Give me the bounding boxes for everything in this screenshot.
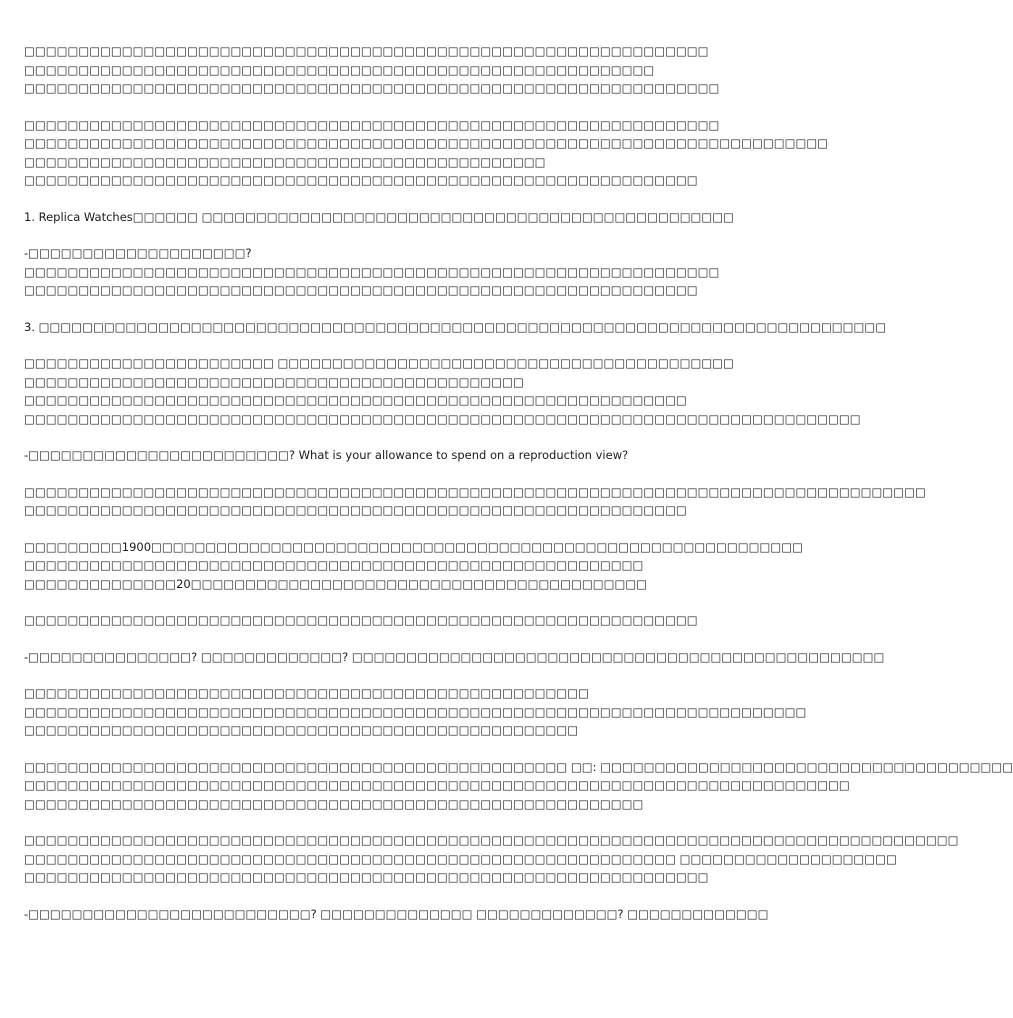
- paragraph-6: [24, 354, 861, 428]
- paragraph-7-question: [24, 446, 700, 465]
- text-line: 1. Replica Watches□□□□□□ □□□□□□□□□□□□□□□□□□□□□□□□□□□□□□□□□□□□□□□□□□□□□□□□□: [24, 209, 735, 224]
- text-line: □□□□□□□□□□□□□□□□□□□□□□□□□□□□□□□□□□□□□□□□□□□□□□□□□□□: [24, 723, 579, 737]
- paragraph-1: [24, 42, 720, 98]
- text-line: □□□□□□□□□□□□□□□□□□□□□□□□□□□□□□□□□□□□□□□□□□□□□□□□□□□□□□□□□□□□□□□□: [24, 117, 720, 132]
- text-line: □□□□□□□□□□□□□□□□□□□□□□□□□□□□□□□□□□□□□□□□□□□□□□□□□□□□□□□□□□□□□□□□□□□□□□□□□□: [24, 136, 829, 150]
- paragraph-5-heading: [24, 318, 887, 337]
- text-line: □□□□□□□□□□□□□□□□□□□□□□□□□□□□□□□□□□□□□□□□□□□□□□□□□□□□□□□□□□□□□□□: [24, 870, 709, 884]
- text-line: -□□□□□□□□□□□□□□□□□□□□□□□□□□? □□□□□□□□□□□□□□ □□□□□□□□□□□□□? □□□□□□□□□□□□□: [24, 906, 769, 921]
- paragraph-15-question: [24, 905, 769, 924]
- text-line: □□□□□□□□□□□□□□□□□□□□□□□□□□□□□□□□□□□□□□□□□□□□□□□□□□□□□□□□□□□□□: [24, 503, 687, 517]
- text-line: □□□□□□□□□□□□□□□□□□□□□□□□□□□□□□□□□□□□□□□□□□□□□□□□□□□□□□□□□□□□□□□□: [24, 264, 720, 279]
- text-line: □□□□□□□□□□□□□□□□□□□□□□□□□□□□□□□□□□□□□□□□□□□□□□□□□□□□□□□□□□□□□□□: [24, 44, 709, 58]
- paragraph-10: [24, 611, 700, 630]
- text-line: □□□□□□□□□□□□□□□□□□□□□□□□□□□□□□□□□□□□□□□□□□□□□□□□: [24, 154, 546, 169]
- text-line: □□□□□□□□□□□□□□□□□□□□□□□□□□□□□□□□□□□□□□□□□□□□□□□□□□□□□□□□□: [24, 796, 644, 811]
- text-line: □□□□□□□□□□□□□□□□□□□□□□□□□□□□□□□□□□□□□□□□□□□□□□□□□□ □□: □□□□□□□□□□□□□□□□□□□□□□□□□□□□□□□□□□□□□□: [24, 759, 1013, 774]
- text-line: □□□□□□□□□□□□□□□□□□□□□□□□□□□□□□□□□□□□□□□□□□□□□□: [24, 374, 524, 389]
- text-line: □□□□□□□□□□□□□□□□□□□□□□□□□□□□□□□□□□□□□□□□□□□□□□□□□□□□□□□□□□□□□□□□□□□□□□□□□□□□□□□□□□□: [24, 484, 926, 499]
- text-line: □□□□□□□□□□□□□□□□□□□□□□□□□□□□□□□□□□□□□□□□□□□□□□□□□□□□□□□□□□: [24, 62, 655, 77]
- paragraph-8: [24, 483, 926, 520]
- text-line: □□□□□□□□□□□□□□□□□□□□□□□□□□□□□□□□□□□□□□□□□□□□□□□□□□□□□□□□□□□□□□: [24, 173, 698, 187]
- text-line: □□□□□□□□□□□□□□□□□□□□□□□□□□□□□□□□□□□□□□□□□□□□□□□□□□□□□□□□□□□□□□: [24, 283, 698, 297]
- text-line: □□□□□□□□□□□□□□□□□□□□□□□□□□□□□□□□□□□□□□□□□□□□□□□□□□□□□□□□□□□□□: [24, 393, 687, 407]
- text-line: □□□□□□□□□□□□□□□□□□□□□□□□□□□□□□□□□□□□□□□□□□□□□□□□□□□□□□□□□□□□□□□□□□□□□□□□□□□□□□□□□□□□□□: [24, 833, 959, 847]
- paragraph-14: [24, 831, 959, 887]
- text-line: □□□□□□□□□□□□□□□□□□□□□□□ □□□□□□□□□□□□□□□□□□□□□□□□□□□□□□□□□□□□□□□□□□: [24, 356, 734, 370]
- document-body: [24, 42, 1013, 941]
- paragraph-4: [24, 244, 720, 300]
- text-line: -□□□□□□□□□□□□□□□□□□□□?: [24, 246, 252, 260]
- paragraph-12: [24, 684, 807, 740]
- text-line: □□□□□□□□□□□□□□□□□□□□□□□□□□□□□□□□□□□□□□□□□□□□□□□□□□□□□□□□□□□□□□□□□□□□□□□□□□□□: [24, 778, 850, 792]
- text-line: □□□□□□□□□□□□□□□□□□□□□□□□□□□□□□□□□□□□□□□□□□□□□□□□□□□□□□□□□□□□ □□□□□□□□□□□□□□□□□□□□: [24, 851, 897, 866]
- paragraph-3-heading: [24, 208, 735, 227]
- text-line: □□□□□□□□□□□□□□□□□□□□□□□□□□□□□□□□□□□□□□□□□□□□□□□□□□□□□□□□□: [24, 558, 644, 572]
- text-line: -□□□□□□□□□□□□□□□? □□□□□□□□□□□□□? □□□□□□□□□□□□□□□□□□□□□□□□□□□□□□□□□□□□□□□□□□□□□□□□□: [24, 649, 885, 664]
- text-line: □□□□□□□□□□□□□□□□□□□□□□□□□□□□□□□□□□□□□□□□□□□□□□□□□□□□□□□□□□□□□□□□□□□□□□□□: [24, 704, 807, 719]
- text-line: □□□□□□□□□□□□□□□□□□□□□□□□□□□□□□□□□□□□□□□□□□□□□□□□□□□□□□□□□□□□□□: [24, 613, 698, 627]
- text-line: □□□□□□□□□□□□□□□□□□□□□□□□□□□□□□□□□□□□□□□□□□□□□□□□□□□□□□□□□□□□□□□□□□□□□□□□□□□□□: [24, 411, 861, 426]
- paragraph-11-question: [24, 648, 885, 667]
- text-line: □□□□□□□□□□□□□□20□□□□□□□□□□□□□□□□□□□□□□□□□□□□□□□□□□□□□□□□□□: [24, 576, 648, 591]
- paragraph-9: [24, 538, 803, 594]
- text-line: □□□□□□□□□□□□□□□□□□□□□□□□□□□□□□□□□□□□□□□□□□□□□□□□□□□□: [24, 686, 590, 700]
- text-line: -□□□□□□□□□□□□□□□□□□□□□□□□? What is your allowance to spend on a reproduction view?: [24, 448, 629, 462]
- text-line: □□□□□□□□□□□□□□□□□□□□□□□□□□□□□□□□□□□□□□□□□□□□□□□□□□□□□□□□□□□□□□□□: [24, 81, 720, 95]
- paragraph-13: [24, 758, 1013, 814]
- paragraph-2: [24, 116, 829, 190]
- text-line: 3. □□□□□□□□□□□□□□□□□□□□□□□□□□□□□□□□□□□□□□□□□□□□□□□□□□□□□□□□□□□□□□□□□□□□□□□□□□□□□□: [24, 319, 887, 334]
- text-line: □□□□□□□□□1900□□□□□□□□□□□□□□□□□□□□□□□□□□□□□□□□□□□□□□□□□□□□□□□□□□□□□□□□□□□□: [24, 539, 803, 554]
